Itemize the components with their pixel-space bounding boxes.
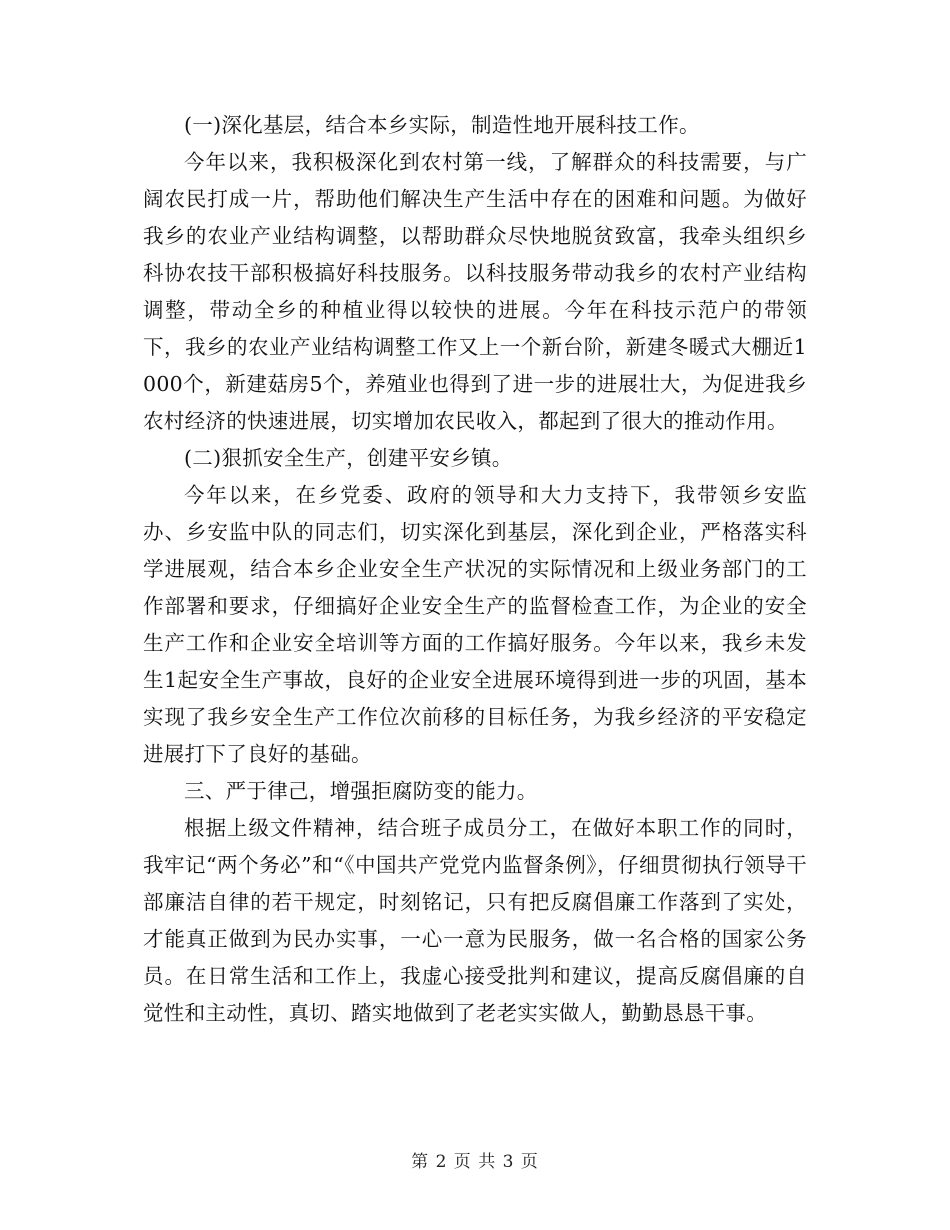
section-heading-1: (一)深化基层，结合本乡实际，制造性地开展科技工作。	[184, 113, 700, 137]
body-paragraph-2: 今年以来，在乡党委、政府的领导和大力支持下，我带领乡安监办、乡安监中队的同志们，切实深化到基层，深化到企业，严格落实科学进展观，结合本乡企业安全生产状况的实际情况和上级业务部门的工作部署和要求，仔细搞好企业安全生产的监督检查工作，为企业的安全生产工作和企业安全培训等方面的工作搞好服务。今年以来，我乡未发生1起安全生产事故，良好的企业安全进展环境得到进一步的巩固，基本实现了我乡安全生产工作位次前移的目标任务，为我乡经济的平安稳定进展打下了良好的基础。	[143, 483, 807, 766]
body-paragraph-3: 根据上级文件精神，结合班子成员分工，在做好本职工作的同时，我牢记“两个务必”和“《中国共产党党内监督条例》，仔细贯彻执行领导干部廉洁自律的若干规定，时刻铭记，只有把反腐倡廉工作落到了实处，才能真正做到为民办实事，一心一意为民服务，做一名合格的国家公务员。在日常生活和工作上，我虚心接受批判和建议，提高反腐倡廉的自觉性和主动性，真切、踏实地做到了老老实实做人，勤勤恳恳干事。	[143, 816, 807, 1025]
body-paragraph-1: 今年以来，我积极深化到农村第一线，了解群众的科技需要，与广阔农民打成一片，帮助他们解决生产生活中存在的困难和问题。为做好我乡的农业产业结构调整，以帮助群众尽快地脱贫致富，我牵头组织乡科协农技干部积极搞好科技服务。以科技服务带动我乡的农村产业结构调整，带动全乡的种植业得以较快的进展。今年在科技示范户的带领下，我乡的农业产业结构调整工作又上一个新台阶，新建冬暖式大棚近1000个，新建菇房5个，养殖业也得到了进一步的进展壮大，为促进我乡农村经济的快速进展，切实增加农民收入，都起到了很大的推动作用。	[143, 150, 807, 433]
page-number-footer: 第 2 页 共 3 页	[411, 1152, 539, 1172]
document-body	[143, 107, 807, 1032]
section-heading-3: 三、严于律己，增强拒腐防变的能力。	[184, 779, 538, 803]
section-heading-2: (二)狠抓安全生产，创建平安乡镇。	[184, 446, 513, 470]
